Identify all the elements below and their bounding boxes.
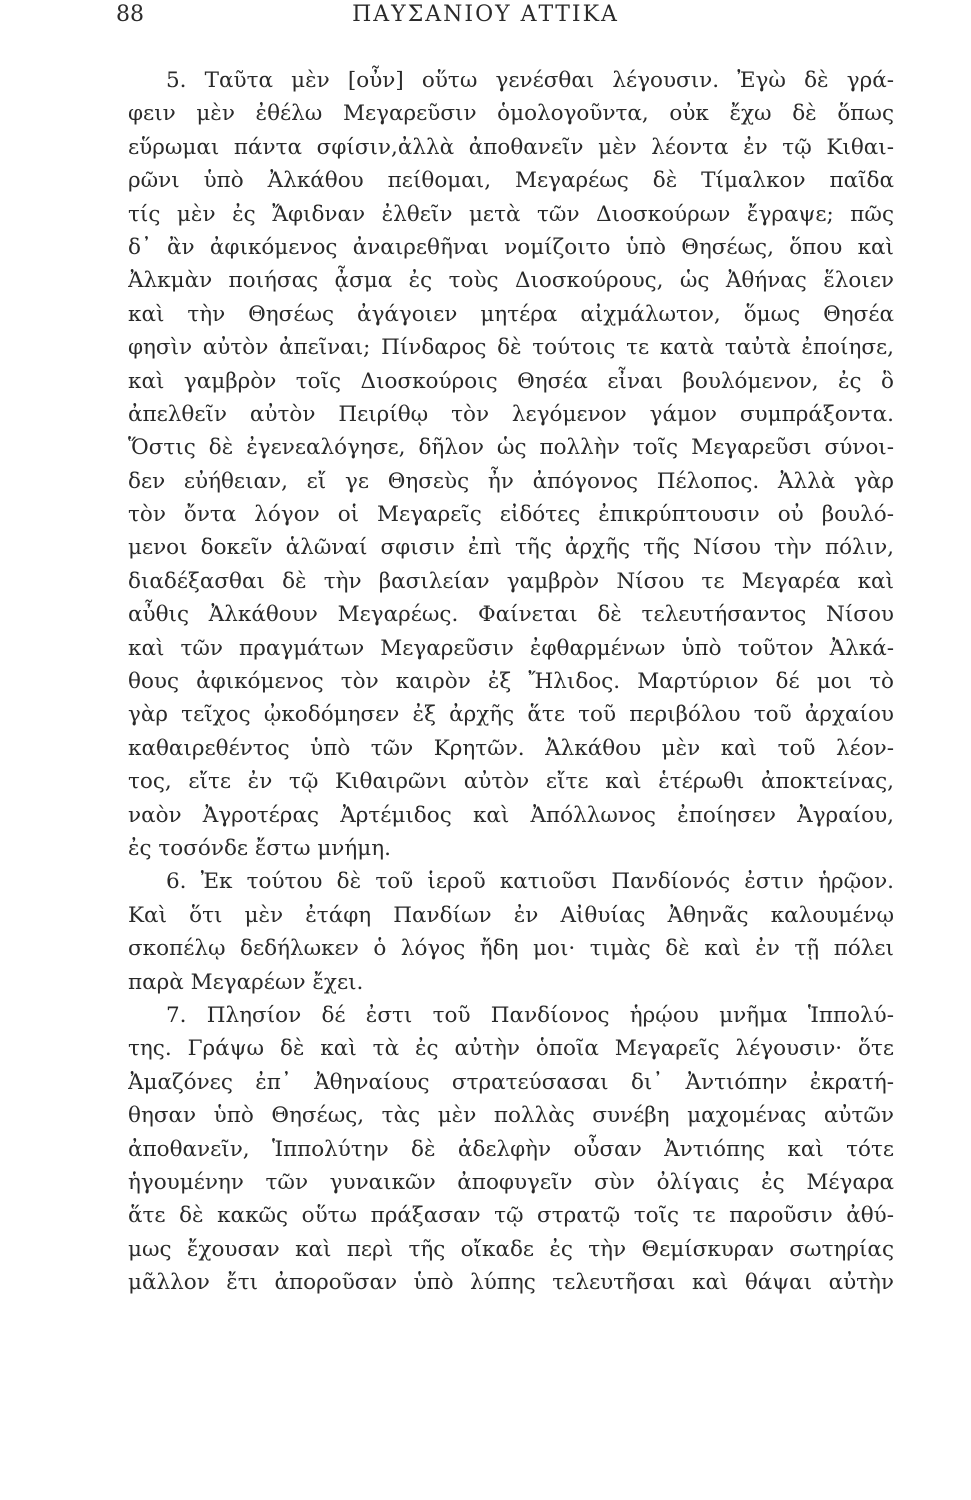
text-line: δεν εὐήθειαν, εἴ γε Θησεὺς ἦν ἀπόγονος Πέλοπος. Ἀλλὰ γὰρ	[128, 468, 894, 494]
text-line: 6. Ἐκ τούτου δὲ τοῦ ἱεροῦ κατιοῦσι Πανδίονός ἐστιν ἡρῷον.	[166, 869, 894, 895]
text-line: ἀποθανεῖν, Ἱππολύτην δὲ ἀδελφὴν οὖσαν Ἀντιόπης καὶ τότε	[128, 1136, 894, 1162]
text-line: σκοπέλῳ δεδήλωκεν ὁ λόγος ἤδη μοι· τιμὰς δὲ καὶ ἐν τῇ πόλει	[128, 936, 894, 962]
text-line: μενοι δοκεῖν ἁλῶναί σφισιν ἐπὶ τῆς ἀρχῆς τῆς Νίσου τὴν πόλιν,	[128, 535, 894, 561]
text-line: ναὸν Ἀγροτέρας Ἀρτέμιδος καὶ Ἀπόλλωνος ἐποίησεν Ἀγραίου,	[128, 802, 894, 828]
text-line: Ὅστις δὲ ἐγενεαλόγησε, δῆλον ὡς πολλὴν τοῖς Μεγαρεῦσι σύνοι-	[128, 435, 894, 461]
text-line: τὸν ὄντα λόγον οἱ Μεγαρεῖς εἰδότες ἐπικρύπτουσιν οὐ βουλό-	[128, 502, 894, 528]
page-number: 88	[116, 2, 144, 27]
text-line: αὖθις Ἀλκάθουν Μεγαρέως. Φαίνεται δὲ τελευτήσαντος Νίσου	[128, 602, 894, 628]
text-line: Ἀλκμὰν ποιήσας ᾆσμα ἐς τοὺς Διοσκούρους, ὡς Ἀθήνας ἕλοιεν	[128, 268, 894, 294]
text-line: τος, εἴτε ἐν τῷ Κιθαιρῶνι αὐτὸν εἴτε καὶ ἑτέρωθι ἀποκτείνας,	[128, 769, 894, 795]
text-line: καὶ τῶν πραγμάτων Μεγαρεῦσιν ἐφθαρμένων ὑπὸ τοῦτον Ἀλκά-	[128, 635, 894, 661]
text-line: εὕρωμαι πάντα σφίσιν,ἀλλὰ ἀποθανεῖν μὲν λέοντα ἐν τῷ Κιθαι-	[128, 134, 894, 160]
text-line: φειν μὲν ἐθέλω Μεγαρεῦσιν ὁμολογοῦντα, οὐκ ἔχω δὲ ὅπως	[128, 101, 894, 127]
text-line: θους ἀφικόμενος τὸν καιρὸν ἐξ Ἤλιδος. Μαρτύριον δέ μοι τὸ	[128, 669, 894, 695]
page-header	[0, 0, 971, 40]
text-line: θησαν ὑπὸ Θησέως, τὰς μὲν πολλὰς συνέβη μαχομένας αὐτῶν	[128, 1103, 894, 1129]
body-text	[128, 64, 894, 1299]
text-line: της. Γράψω δὲ καὶ τὰ ἐς αὐτὴν ὁποῖα Μεγαρεῖς λέγουσιν· ὅτε	[128, 1036, 894, 1062]
text-line: τίς μὲν ἐς Ἄφιδναν ἐλθεῖν μετὰ τῶν Διοσκούρων ἔγραψε; πῶς	[128, 201, 894, 227]
text-line: 5. Ταῦτα μὲν [οὖν] οὕτω γενέσθαι λέγουσιν. Ἐγὼ δὲ γρά-	[166, 68, 894, 93]
text-line: καθαιρεθέντος ὑπὸ τῶν Κρητῶν. Ἀλκάθου μὲν καὶ τοῦ λέον-	[128, 735, 894, 761]
text-line: παρὰ Μεγαρέων ἔχει.	[128, 969, 364, 995]
text-line: φησὶν αὐτὸν ἀπεῖναι; Πίνδαρος δὲ τούτοις τε κατὰ ταὐτὰ ἐποίησε,	[128, 335, 894, 361]
text-line: ἀπελθεῖν αὐτὸν Πειρίθῳ τὸν λεγόμενον γάμον συμπράξοντα.	[128, 401, 894, 427]
text-line: καὶ γαμβρὸν τοῖς Διοσκούροις Θησέα εἶναι βουλόμενον, ἐς ὃ	[128, 368, 894, 394]
text-line: διαδέξασθαι δὲ τὴν βασιλείαν γαμβρὸν Νίσου τε Μεγαρέα καὶ	[128, 568, 894, 594]
text-line: μως ἔχουσαν καὶ περὶ τῆς οἴκαδε ἐς τὴν Θεμίσκυραν σωτηρίας	[128, 1236, 894, 1262]
text-line: Ἀμαζόνες ἐπ᾽ Ἀθηναίους στρατεύσασαι δι᾽ Ἀντιόπην ἐκρατή-	[128, 1069, 894, 1095]
text-line: Καὶ ὅτι μὲν ἐτάφη Πανδίων ἐν Αἰθυίας Ἀθηνᾶς καλουμένῳ	[128, 902, 894, 928]
text-line: καὶ τὴν Θησέως ἀγάγοιεν μητέρα αἰχμάλωτον, ὅμως Θησέα	[128, 301, 894, 327]
text-line: δ᾽ ἂν ἀφικόμενος ἀναιρεθῆναι νομίζοιτο ὑπὸ Θησέως, ὅπου καὶ	[128, 234, 894, 260]
text-line: 7. Πλησίον δέ ἐστι τοῦ Πανδίονος ἡρῴου μνῆμα Ἱππολύ-	[166, 1002, 894, 1028]
text-line: μᾶλλον ἔτι ἀποροῦσαν ὑπὸ λύπης τελευτῆσαι καὶ θάψαι αὐτὴν	[128, 1270, 894, 1296]
running-title: ΠΑΥΣΑΝΙΟΥ ΑΤΤΙΚΑ	[352, 2, 619, 27]
text-line: ἐς τοσόνδε ἔστω μνήμη.	[128, 835, 391, 861]
text-line: ρῶνι ὑπὸ Ἀλκάθου πείθομαι, Μεγαρέως δὲ Τίμαλκον παῖδα	[128, 168, 894, 194]
text-line: γὰρ τεῖχος ᾠκοδόμησεν ἐξ ἀρχῆς ἅτε τοῦ περιβόλου τοῦ ἀρχαίου	[128, 702, 894, 728]
text-line: ἅτε δὲ κακῶς οὕτω πράξασαν τῷ στρατῷ τοῖς τε παροῦσιν ἀθύ-	[128, 1203, 894, 1229]
text-line: ἡγουμένην τῶν γυναικῶν ἀποφυγεῖν σὺν ὀλίγαις ἐς Μέγαρα	[128, 1169, 894, 1195]
